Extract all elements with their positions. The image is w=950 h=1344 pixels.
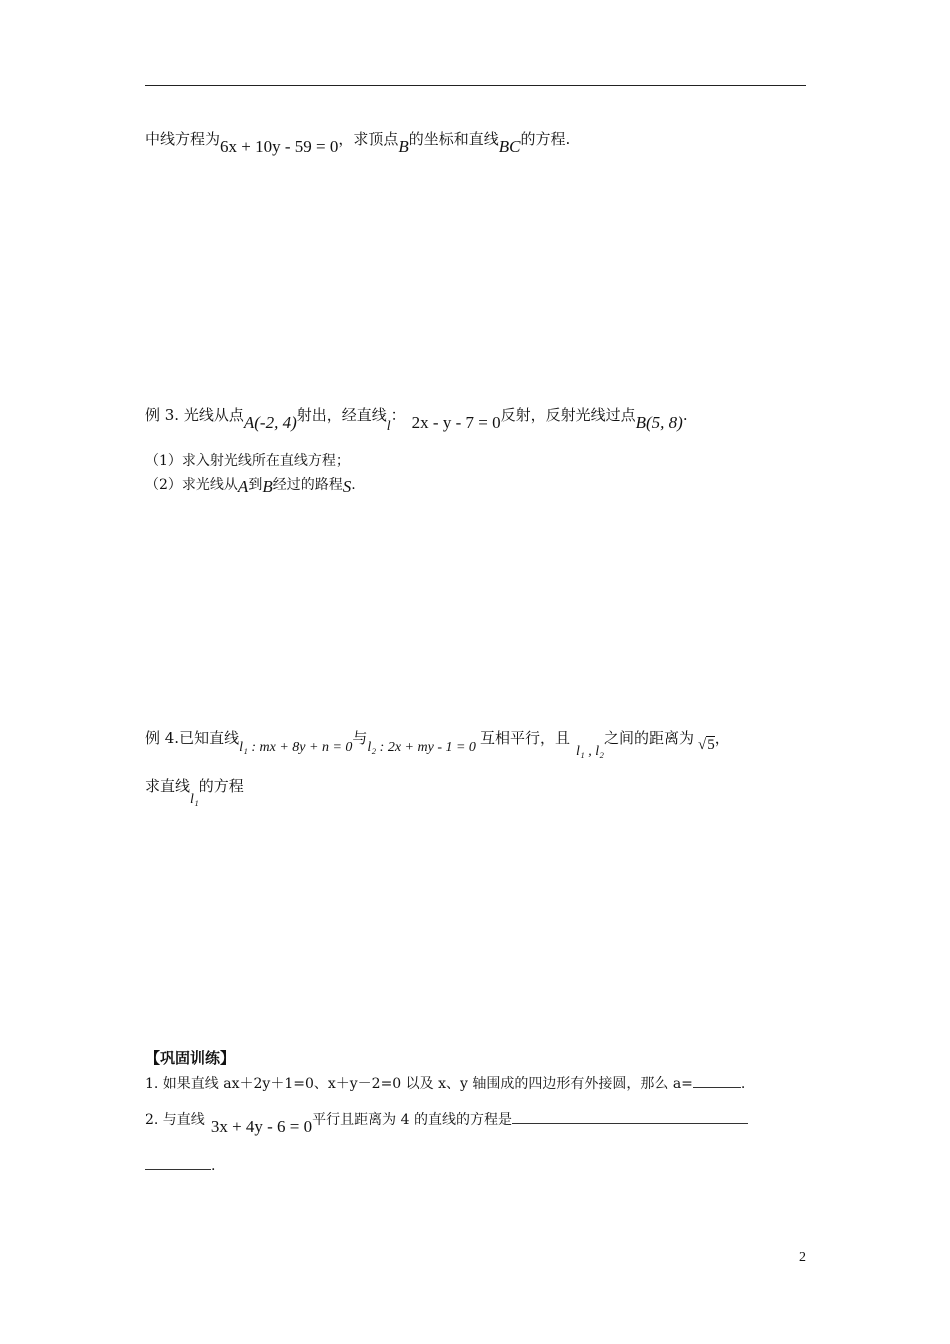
text: . [740, 1076, 746, 1092]
text: 1. 如果直线 ax＋2y＋1=0、x＋y－2=0 以及 x、y 轴围成的四边形有外接圆，那么 a= [145, 1076, 693, 1092]
example-3-question-2 [145, 474, 356, 494]
example-4-question [145, 775, 244, 807]
text: 的坐标和直线 [408, 130, 499, 148]
sqrt-five: √5 [697, 737, 715, 753]
text: ，求顶点 [338, 130, 399, 148]
text: （2）求光线从 [145, 477, 238, 493]
practice-heading: 【巩固训练】 [145, 1049, 236, 1067]
line-l: l [386, 419, 391, 434]
point-b: B [398, 137, 409, 156]
line-equation: 2x - y - 7 = 0 [411, 413, 501, 432]
median-equation: 6x + 10y - 59 = 0 [220, 137, 339, 156]
text: ， [714, 729, 730, 747]
example-label: 例 3. 光线从点 [145, 406, 244, 424]
lines-l1-l2: l₁ , l₂ [575, 744, 604, 759]
practice-question-2 [145, 1109, 748, 1136]
line-l1-equation: l₁ : mx + 8y + n = 0 [239, 740, 353, 755]
example-3-question-1: （1）求入射光线所在直线方程； [145, 453, 350, 469]
line-l1: l₁ [190, 792, 199, 807]
radicand: 5 [707, 737, 715, 753]
point-b: B [262, 477, 273, 496]
point-b: B(5, 8) [635, 413, 683, 432]
header-rule [145, 85, 806, 86]
text: 的方程 [198, 777, 244, 795]
page-number: 2 [799, 1250, 806, 1265]
point-a: A(-2, 4) [243, 413, 297, 432]
practice-question-2-continuation [145, 1158, 215, 1174]
text: 互相平行，且 [479, 729, 570, 747]
text: 求直线 [145, 777, 191, 795]
text: . [351, 477, 356, 493]
answer-blank-continued[interactable] [145, 1169, 211, 1170]
problem-continuation [145, 128, 571, 156]
text: 中线方程为 [145, 130, 221, 148]
example-label: 例 4.已知直线 [145, 729, 240, 747]
practice-question-1 [145, 1073, 745, 1093]
line-l2-equation: l₂ : 2x + my - 1 = 0 [367, 740, 476, 755]
answer-blank[interactable] [512, 1123, 748, 1124]
example-4-statement [145, 727, 730, 759]
text: 2. 与直线 [145, 1112, 205, 1128]
answer-blank[interactable] [693, 1087, 741, 1088]
text: 之间的距离为 [603, 729, 694, 747]
text: 射出，经直线 [296, 406, 387, 424]
text: 经过的路程 [272, 477, 343, 493]
text: . [211, 1158, 216, 1174]
text: . [682, 406, 688, 424]
text: 反射，反射光线过点 [500, 406, 636, 424]
text: 的方程. [520, 130, 571, 148]
text: ： [390, 406, 406, 424]
point-a: A [237, 477, 249, 496]
example-3-statement [145, 404, 688, 434]
text: 与 [352, 729, 368, 747]
segment-bc: BC [498, 137, 521, 156]
given-line-equation: 3x + 4y - 6 = 0 [210, 1117, 313, 1136]
text: 到 [248, 477, 263, 493]
text: 平行且距离为 4 的直线的方程是 [312, 1112, 512, 1128]
path-length-s: S [342, 477, 352, 496]
